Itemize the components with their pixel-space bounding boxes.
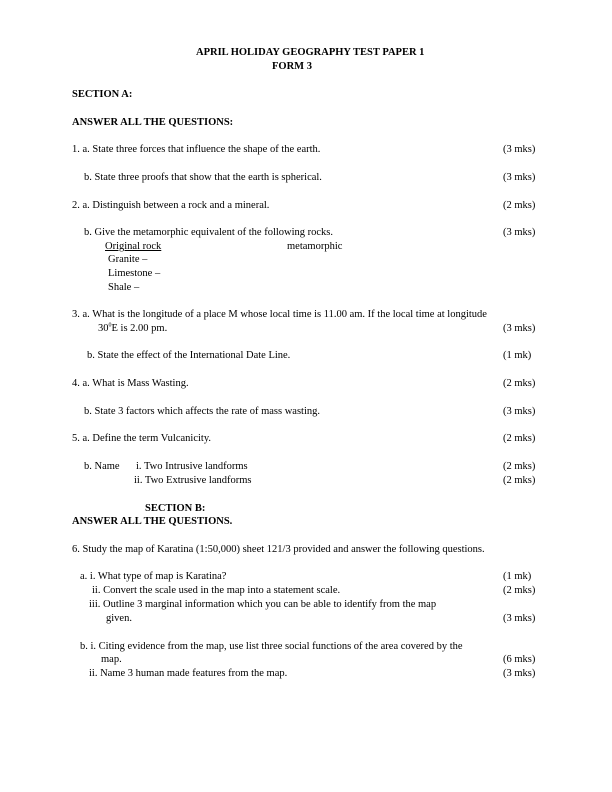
question-6a-i-marks: (1 mk) xyxy=(503,571,532,582)
question-3a-line1: 3. a. What is the longitude of a place M whose local time is 11.00 am. If the local time at longitude xyxy=(72,309,487,320)
question-6a-i: a. i. What type of map is Karatina? xyxy=(80,571,227,582)
question-5b-i: i. Two Intrusive landforms xyxy=(136,461,248,472)
question-6b-i-marks: (6 mks) xyxy=(503,654,536,665)
question-4b-marks: (3 mks) xyxy=(503,406,536,417)
question-6a-iii-line2: given. xyxy=(106,613,132,624)
question-2b-marks: (3 mks) xyxy=(503,227,536,238)
paper-title: APRIL HOLIDAY GEOGRAPHY TEST PAPER 1 xyxy=(196,47,425,58)
question-5b-ii: ii. Two Extrusive landforms xyxy=(134,475,252,486)
metamorphic-header: metamorphic xyxy=(287,241,343,252)
section-b-instruction: ANSWER ALL THE QUESTIONS. xyxy=(72,516,233,527)
question-6a-ii: ii. Convert the scale used in the map into a statement scale. xyxy=(92,585,341,596)
question-5b-prefix: b. Name xyxy=(84,461,120,472)
rock-shale: Shale – xyxy=(108,282,140,293)
question-6a-ii-marks: (2 mks) xyxy=(503,585,536,596)
question-3b: b. State the effect of the International Date Line. xyxy=(87,350,291,361)
original-rock-header: Original rock xyxy=(105,241,162,252)
question-5a: 5. a. Define the term Vulcanicity. xyxy=(72,433,212,444)
question-1b: b. State three proofs that show that the earth is spherical. xyxy=(84,172,322,183)
form-label: FORM 3 xyxy=(272,61,312,72)
question-6a-iii-marks: (3 mks) xyxy=(503,613,536,624)
question-6: 6. Study the map of Karatina (1:50,000) sheet 121/3 provided and answer the following questions. xyxy=(72,544,485,555)
question-4b: b. State 3 factors which affects the rate of mass wasting. xyxy=(84,406,320,417)
question-4a-marks: (2 mks) xyxy=(503,378,536,389)
section-a-heading: SECTION A: xyxy=(72,89,133,100)
question-2b: b. Give the metamorphic equivalent of the following rocks. xyxy=(84,227,334,238)
question-3a-line2: $30^0E$ is 2.00 pm. xyxy=(98,322,168,334)
question-1a-marks: (3 mks) xyxy=(503,144,536,155)
question-1a: 1. a. State three forces that influence the shape of the earth. xyxy=(72,144,321,155)
question-5a-marks: (2 mks) xyxy=(503,433,536,444)
question-1b-marks: (3 mks) xyxy=(503,172,536,183)
question-4a: 4. a. What is Mass Wasting. xyxy=(72,378,189,389)
question-2a-marks: (2 mks) xyxy=(503,200,536,211)
rock-granite: Granite – xyxy=(108,254,148,265)
question-5b-i-marks: (2 mks) xyxy=(503,461,536,472)
question-6b-ii-marks: (3 mks) xyxy=(503,668,536,679)
question-6b-ii: ii. Name 3 human made features from the map. xyxy=(89,668,288,679)
section-b-heading: SECTION B: xyxy=(145,503,206,514)
section-a-instruction: ANSWER ALL THE QUESTIONS: xyxy=(72,117,234,128)
rock-limestone: Limestone – xyxy=(108,268,161,279)
question-2a: 2. a. Distinguish between a rock and a mineral. xyxy=(72,200,270,211)
question-6b-i-line1: b. i. Citing evidence from the map, use list three social functions of the area covered by the xyxy=(80,641,463,652)
question-3b-marks: (1 mk) xyxy=(503,350,532,361)
question-5b-ii-marks: (2 mks) xyxy=(503,475,536,486)
question-3a-marks: (3 mks) xyxy=(503,323,536,334)
question-6a-iii-line1: iii. Outline 3 marginal information which you can be able to identify from the map xyxy=(89,599,437,610)
question-6b-i-line2: map. xyxy=(101,654,122,665)
